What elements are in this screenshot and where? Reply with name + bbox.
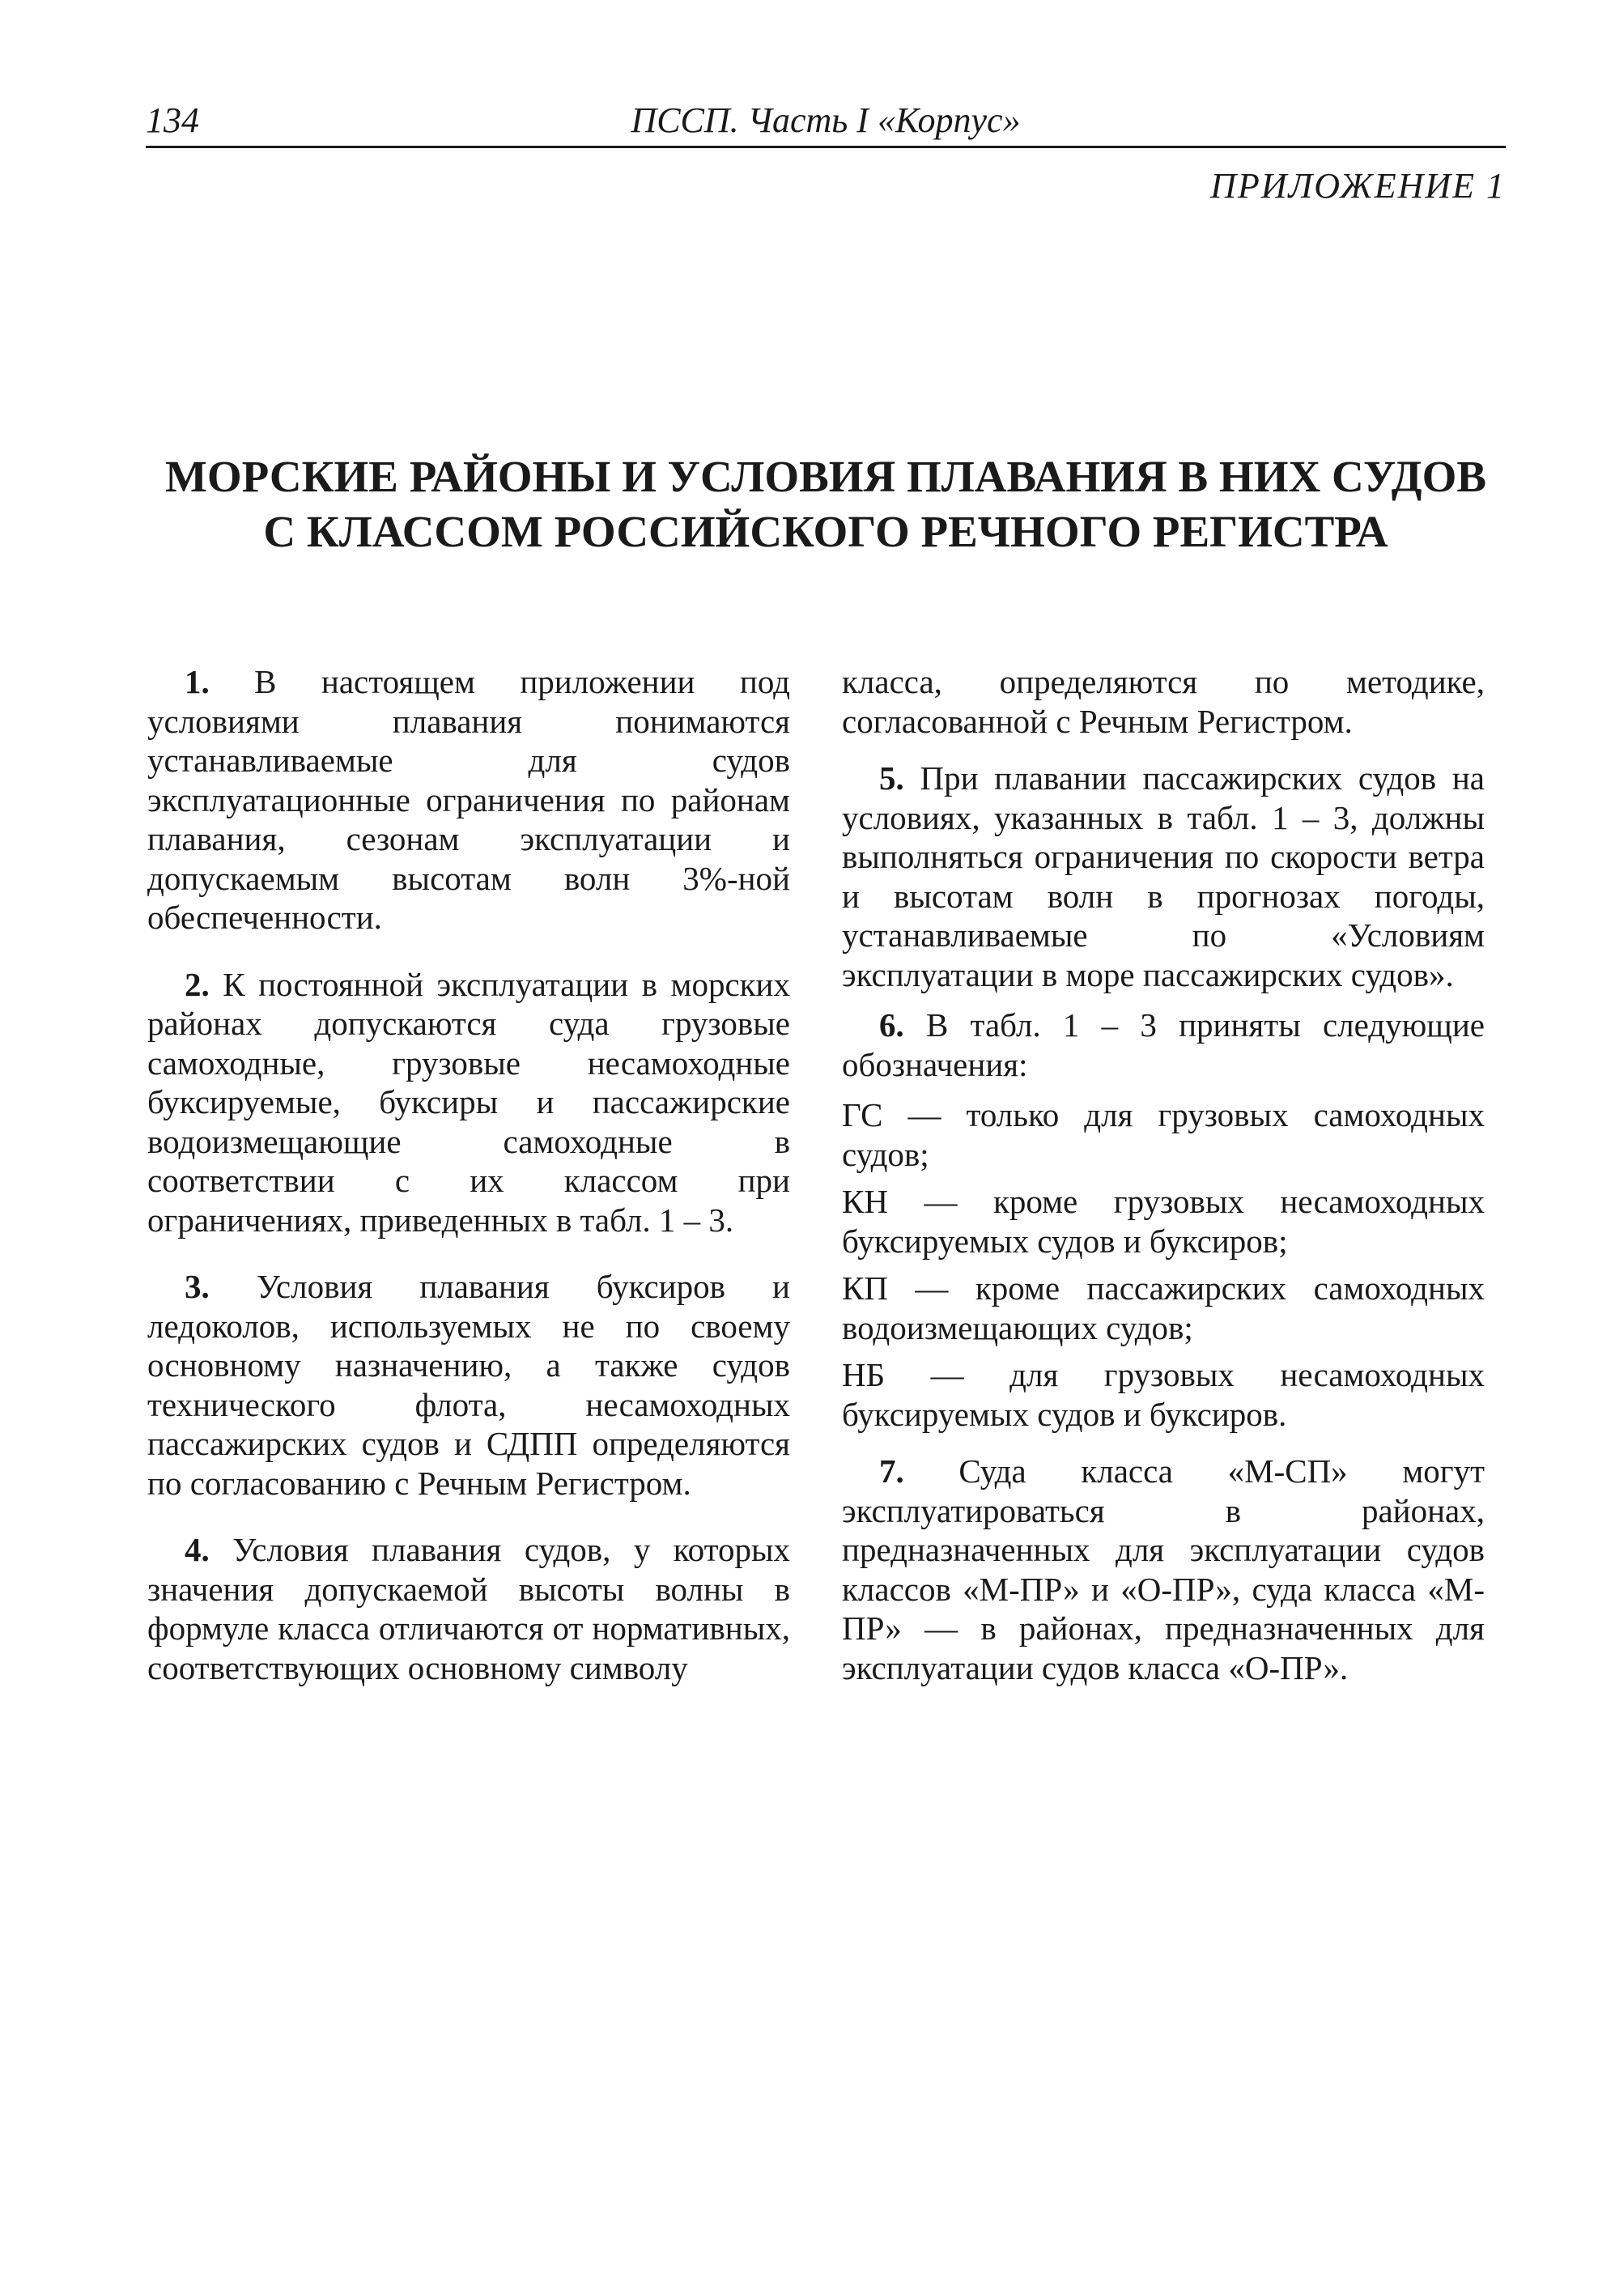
abbreviation-gs: ГС — только для грузовых самоходных судов;	[842, 1096, 1485, 1173]
paragraph-text: К постоянной эксплуатации в морских районах допускаются суда грузовые самоходные, грузовые несамоходные буксируемые, буксиры и пассажирские водоизмещающие самоходные в соответствии с их классом при ограничениях, приведенных в табл. 1 – 3.	[147, 965, 790, 1239]
page-title	[146, 449, 1506, 559]
paragraph-text: При плавании пассажирских судов на условиях, указанных в табл. 1 – 3, должны выполняться ограничения по скорости ветра и высотам волн в прогнозах погоды, устанавливаемые по «Условиям эксплуатации в море пассажирских судов».	[842, 759, 1485, 993]
paragraph-text: Суда класса «М-СП» могут эксплуатироваться в районах, предназначенных для эксплуатации судов классов «М-ПР» и «О-ПР», суда класса «М-ПР» — в районах, предназначенных для эксплуатации судов класса «О-ПР».	[842, 1452, 1485, 1686]
page-header	[146, 96, 1506, 148]
paragraph-2	[147, 965, 790, 1240]
paragraph-3	[147, 1267, 790, 1503]
paragraph-5	[842, 759, 1485, 994]
right-column	[842, 662, 1485, 1715]
paragraph-number: 2.	[185, 965, 210, 1003]
paragraph-4	[147, 1530, 790, 1687]
page-number: 134	[146, 100, 199, 140]
left-column	[147, 662, 790, 1715]
abbreviation-nb: НБ — для грузовых несамоходных буксируемых судов и буксиров.	[842, 1356, 1485, 1433]
paragraph-number: 7.	[879, 1452, 904, 1490]
abbreviation-kp: КП — кроме пассажирских самоходных водоизмещающих судов;	[842, 1269, 1485, 1346]
paragraph-number: 3.	[185, 1268, 210, 1305]
title-line-1: МОРСКИЕ РАЙОНЫ И УСЛОВИЯ ПЛАВАНИЯ В НИХ СУДОВ	[164, 452, 1487, 501]
paragraph-number: 4.	[185, 1531, 210, 1568]
running-title: ПССП. Часть I «Корпус»	[631, 100, 1021, 140]
paragraph-number: 5.	[879, 759, 904, 797]
paragraph-6	[842, 1006, 1485, 1084]
paragraph-4-continuation: класса, определяются по методике, согласованной с Речным Регистром.	[842, 663, 1485, 740]
paragraph-text: В табл. 1 – 3 приняты следующие обозначения:	[842, 1006, 1485, 1083]
abbreviation-kn: КН — кроме грузовых несамоходных буксируемых судов и буксиров;	[842, 1183, 1485, 1260]
title-line-2: С КЛАССОМ РОССИЙСКОГО РЕЧНОГО РЕГИСТРА	[263, 507, 1388, 556]
paragraph-7	[842, 1452, 1485, 1687]
appendix-label: ПРИЛОЖЕНИЕ 1	[1210, 166, 1506, 206]
paragraph-text: В настоящем приложении под условиями плавания понимаются устанавливаемые для судов эксплуатационные ограничения по районам плавания, сезонам эксплуатации и допускаемым высотам волн 3%-ной обеспеченности.	[147, 663, 790, 936]
paragraph-1	[147, 662, 790, 938]
paragraph-number: 1.	[185, 663, 210, 700]
paragraph-number: 6.	[879, 1006, 904, 1044]
paragraph-text: Условия плавания судов, у которых значения допускаемой высоты волны в формуле класса отличаются от нормативных, соответствующих основному символу	[147, 1531, 790, 1686]
paragraph-text: Условия плавания буксиров и ледоколов, используемых не по своему основному назначению, а также судов технического флота, несамоходных пассажирских судов и СДПП определяются по согласованию с Речным Регистром.	[147, 1268, 790, 1502]
